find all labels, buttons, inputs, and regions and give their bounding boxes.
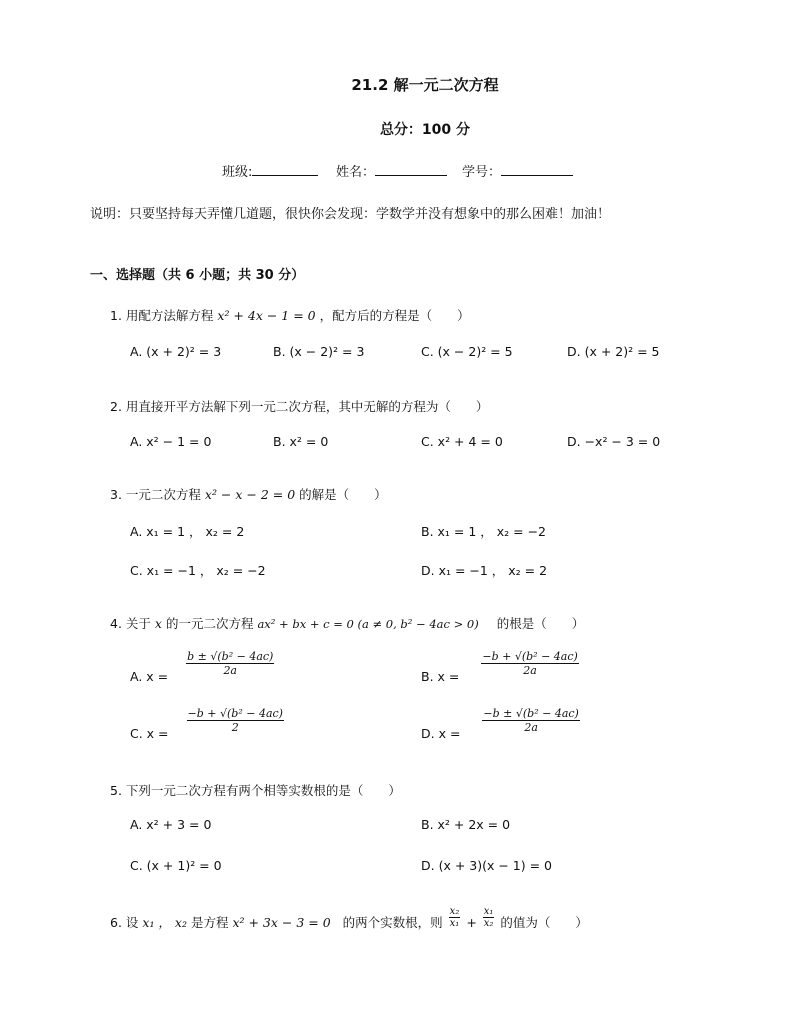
question-1 xyxy=(110,306,470,324)
q4-equation: ax² + bx + c = 0 (a ≠ 0, b² − 4ac > 0) xyxy=(257,617,479,631)
q1-option-b[interactable]: B. (x − 2)² = 3 xyxy=(273,344,365,359)
q6-plus: + xyxy=(466,915,477,930)
q4-a-label: A. x = xyxy=(130,669,169,684)
q3-option-c[interactable]: C. x₁ = −1 ， x₂ = −2 xyxy=(130,563,266,578)
q6-frac2-denominator: x₂ xyxy=(483,918,494,929)
q3-equation: x² − x − 2 = 0 xyxy=(204,487,296,502)
student-id-label: 学号： xyxy=(462,165,502,180)
q6-mid: 是方程 xyxy=(190,915,229,930)
q6-mid2: 的两个实数根，则 xyxy=(342,915,443,930)
q4-d-fraction xyxy=(482,707,579,734)
class-blank[interactable] xyxy=(252,163,318,176)
q4-option-a[interactable] xyxy=(130,650,276,684)
q6-vars: x₁ ， x₂ xyxy=(142,915,187,930)
q5-option-d[interactable]: D. (x + 3)(x − 1) = 0 xyxy=(421,858,552,873)
q3-option-b[interactable]: B. x₁ = 1 ， x₂ = −2 xyxy=(421,524,547,539)
q4-d-numerator: −b ± √(b² − 4ac) xyxy=(483,707,579,720)
q6-frac1-numerator: x₂ xyxy=(449,906,460,917)
q1-equation: x² + 4x − 1 = 0 xyxy=(217,308,316,323)
q2-option-a[interactable]: A. x² − 1 = 0 xyxy=(130,434,212,449)
q4-b-denominator: 2a xyxy=(523,664,537,677)
question-5: 5. 下列一元二次方程有两个相等实数根的是（ ） xyxy=(110,783,401,798)
q1-option-d[interactable]: D. (x + 2)² = 5 xyxy=(567,344,660,359)
q1-prefix: 1. 用配方法解方程 xyxy=(110,308,214,323)
q5-option-b[interactable]: B. x² + 2x = 0 xyxy=(421,817,511,832)
total-score: 总分：100 分 xyxy=(379,122,471,138)
q6-equation: x² + 3x − 3 = 0 xyxy=(232,915,331,930)
q5-option-c[interactable]: C. (x + 1)² = 0 xyxy=(130,858,222,873)
q5-option-a[interactable]: A. x² + 3 = 0 xyxy=(130,817,212,832)
q6-frac2-numerator: x₁ xyxy=(483,906,494,917)
q2-option-d[interactable]: D. −x² − 3 = 0 xyxy=(567,434,661,449)
q6-prefix: 6. 设 xyxy=(110,915,139,930)
q4-c-denominator: 2 xyxy=(231,721,239,734)
q4-option-b[interactable] xyxy=(421,650,581,684)
student-id-field[interactable] xyxy=(462,161,573,180)
student-id-blank[interactable] xyxy=(501,163,573,176)
q4-c-fraction xyxy=(187,707,284,734)
q6-fraction-2 xyxy=(483,906,495,929)
q4-variable: x xyxy=(154,616,162,631)
section-heading: 一、选择题（共 6 小题；共 30 分） xyxy=(90,268,305,283)
q3-option-a[interactable]: A. x₁ = 1 ， x₂ = 2 xyxy=(130,524,245,539)
q4-c-numerator: −b + √(b² − 4ac) xyxy=(187,707,283,720)
q4-mid: 的一元二次方程 xyxy=(165,616,254,631)
q4-c-label: C. x = xyxy=(130,726,169,741)
q4-a-numerator: b ± √(b² − 4ac) xyxy=(187,650,274,663)
q4-d-label: D. x = xyxy=(421,726,461,741)
q6-suffix: 的值为（ ） xyxy=(500,915,588,930)
q1-suffix: ，配方后的方程是（ ） xyxy=(319,308,470,323)
q2-option-b[interactable]: B. x² = 0 xyxy=(273,434,329,449)
q4-d-denominator: 2a xyxy=(524,721,538,734)
q2-option-c[interactable]: C. x² + 4 = 0 xyxy=(421,434,503,449)
page-title: 21.2 解一元二次方程 xyxy=(351,76,499,94)
q4-option-c[interactable] xyxy=(130,707,286,741)
q3-prefix: 3. 一元二次方程 xyxy=(110,487,201,502)
question-3 xyxy=(110,485,387,503)
q4-b-fraction xyxy=(481,650,578,677)
q6-frac1-denominator: x₁ xyxy=(449,918,460,929)
q4-a-denominator: 2a xyxy=(223,664,237,677)
question-4 xyxy=(110,614,584,632)
q3-option-d[interactable]: D. x₁ = −1 ， x₂ = 2 xyxy=(421,563,548,578)
q1-option-c[interactable]: C. (x − 2)² = 5 xyxy=(421,344,513,359)
instructions-note: 说明：只要坚持每天弄懂几道题，很快你会发现：学数学并没有想象中的那么困难！加油！ xyxy=(90,207,611,222)
q4-prefix: 4. 关于 xyxy=(110,616,151,631)
q4-a-fraction xyxy=(186,650,274,677)
class-field[interactable] xyxy=(222,161,318,180)
q4-b-label: B. x = xyxy=(421,669,460,684)
question-6 xyxy=(110,906,588,929)
q6-fraction-1 xyxy=(449,906,461,929)
name-label: 姓名： xyxy=(336,165,376,180)
name-blank[interactable] xyxy=(375,163,447,176)
q4-suffix: 的根是（ ） xyxy=(496,616,585,631)
question-2: 2. 用直接开平方法解下列一元二次方程，其中无解的方程为（ ） xyxy=(110,399,489,414)
name-field[interactable] xyxy=(336,161,447,180)
class-label: 班级: xyxy=(222,165,253,180)
q1-option-a[interactable]: A. (x + 2)² = 3 xyxy=(130,344,222,359)
q3-suffix: 的解是（ ） xyxy=(299,487,387,502)
q4-option-d[interactable] xyxy=(421,707,582,741)
q4-b-numerator: −b + √(b² − 4ac) xyxy=(482,650,578,663)
